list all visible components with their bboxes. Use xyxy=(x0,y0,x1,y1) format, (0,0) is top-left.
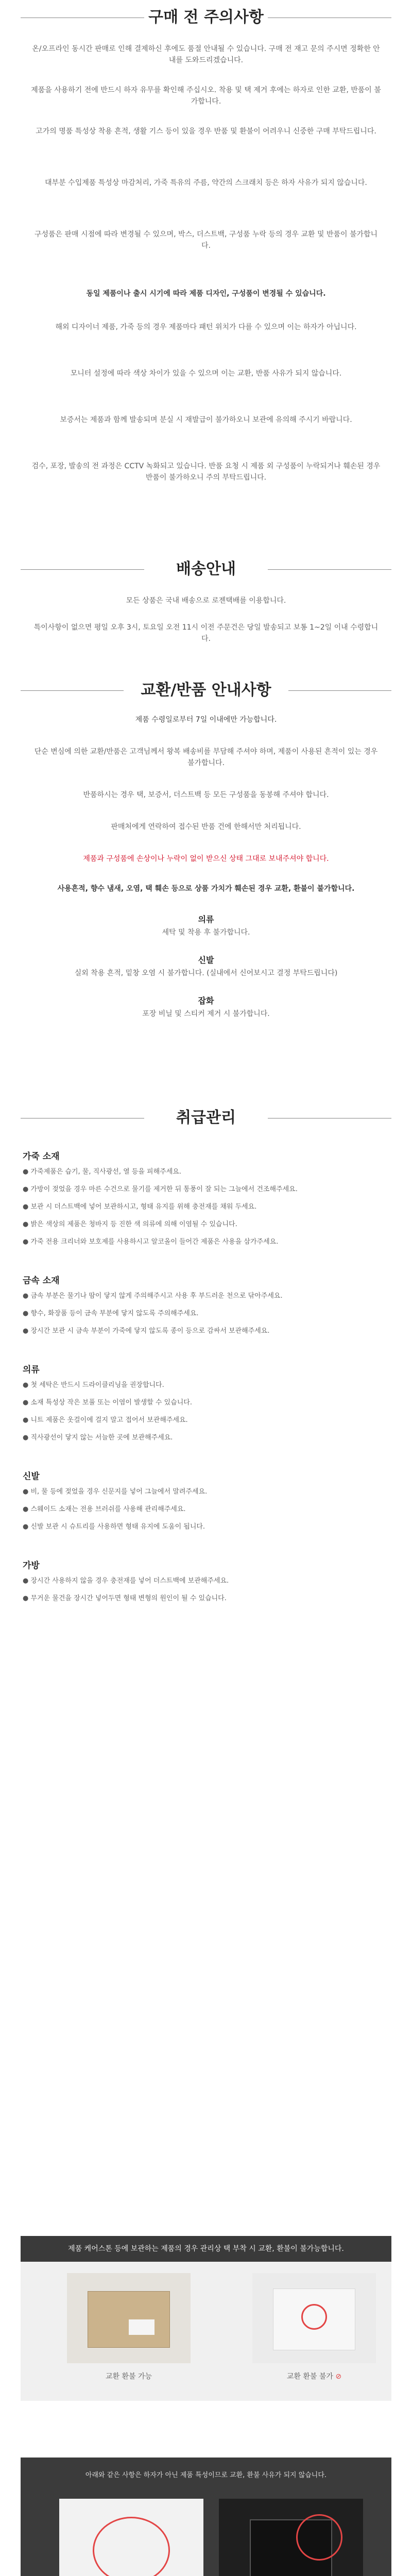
care-item: ● 밝은 색상의 제품은 청바지 등 진한 색 의류에 의해 이염될 수 있습니다. xyxy=(23,1221,237,1228)
exchange-title: 교환/반품 안내사항 xyxy=(0,680,412,701)
care-heading: 가죽 소재 xyxy=(23,1151,60,1162)
packaging-section xyxy=(0,2236,412,2401)
sub-heading: 의류 xyxy=(198,914,214,924)
divider xyxy=(21,569,144,570)
care-item: ● 가죽 전용 크리너와 보호제를 사용하시고 알코올이 들어간 제품은 사용을 삼가주세요. xyxy=(23,1238,279,1246)
defects-section xyxy=(0,2458,412,2576)
exchange-paragraph: 반품하시는 경우 택, 보증서, 더스트백 등 모든 구성품을 동봉해 주셔야 합니다. xyxy=(83,791,329,799)
box-ok-label: 교환 환불 가능 xyxy=(105,2372,152,2381)
care-item: ● 스웨이드 소재는 전용 브러쉬를 사용해 관리해주세요. xyxy=(23,1505,186,1513)
care-group-clothing xyxy=(0,1362,412,1443)
notice-paragraph: 온/오프라인 동시간 판매로 인해 결제하신 후에도 품절 안내될 수 있습니다. 구매 전 재고 문의 주시면 정확한 안내를 도와드리겠습니다. xyxy=(32,45,380,64)
defects-panel xyxy=(21,2458,391,2576)
care-item: ● 니트 제품은 옷걸이에 걸지 말고 접어서 보관해주세요. xyxy=(23,1416,188,1424)
care-item: ● 향수, 화장품 등이 금속 부분에 닿지 않도록 주의해주세요. xyxy=(23,1310,199,1317)
defects-banner: 아래와 같은 사항은 하자가 아닌 제품 특성이므로 교환, 환불 사유가 되지 않습니다. xyxy=(85,2471,327,2479)
highlight-circle xyxy=(301,2304,327,2330)
exchange-sub-clothing xyxy=(0,913,412,938)
shipping-title: 배송안내 xyxy=(0,559,412,580)
box-label-sticker xyxy=(129,2319,154,2335)
care-item: ● 비, 물 등에 젖었을 경우 신문지를 넣어 그늘에서 말려주세요. xyxy=(23,1488,208,1496)
purchase-notice-title: 구매 전 주의사항 xyxy=(0,7,412,28)
care-item: ● 금속 부분은 물기나 땀이 닿지 않게 주의해주시고 사용 후 부드러운 천으로 닦아주세요. xyxy=(23,1292,283,1300)
shipping-section xyxy=(0,559,412,662)
care-item: ● 장시간 보관 시 금속 부분이 가죽에 닿지 않도록 종이 등으로 감싸서 보관해주세요. xyxy=(23,1327,270,1335)
care-group-metal xyxy=(0,1273,412,1336)
sub-text: 실외 착용 흔적, 밑창 오염 시 불가합니다. (실내에서 신어보시고 결정 부탁드립니다) xyxy=(74,969,338,977)
notice-paragraph: 대부분 수입제품 특성상 마감처리, 가죽 특유의 주름, 약간의 스크래치 등은 하자 사유가 되지 않습니다. xyxy=(45,179,367,187)
defect-photo xyxy=(59,2499,203,2576)
care-group-bags xyxy=(0,1558,412,1604)
exchange-sub-goods xyxy=(0,994,412,1020)
notice-paragraph: 구성품은 판매 시점에 따라 변경될 수 있으며, 박스, 더스트백, 구성품 누락 등의 경우 교환 및 반품이 불가합니다. xyxy=(34,230,378,250)
care-group-shoes xyxy=(0,1469,412,1532)
notice-paragraph: 고가의 명품 특성상 착용 흔적, 생활 기스 등이 있을 경우 반품 및 환불이 어려우니 신중한 구매 부탁드립니다. xyxy=(36,127,376,135)
notice-paragraph-emphasis: 동일 제품이나 출시 시기에 따라 제품 디자인, 구성품이 변경될 수 있습니다. xyxy=(86,290,326,298)
notice-paragraph: 해외 디자이너 제품, 가죽 등의 경우 제품마다 패턴 위치가 다를 수 있으며 이는 하자가 아닙니다. xyxy=(55,323,357,331)
care-item: ● 신발 보관 시 슈트리를 사용하면 형태 유지에 도움이 됩니다. xyxy=(23,1523,205,1531)
shipping-line: 모든 상품은 국내 배송으로 로젠택배를 이용합니다. xyxy=(126,597,286,605)
sub-text: 세탁 및 착용 후 불가합니다. xyxy=(162,928,250,937)
exchange-paragraph: 단순 변심에 의한 교환/반품은 고객님께서 왕복 배송비를 부담해 주셔야 하며, 제품이 사용된 흔적이 있는 경우 불가합니다. xyxy=(34,748,378,767)
exchange-section xyxy=(0,680,412,1092)
box-no-photo xyxy=(252,2273,376,2363)
exchange-lead: 제품 수령일로부터 7일 이내에만 가능합니다. xyxy=(135,716,277,724)
care-heading: 신발 xyxy=(23,1471,40,1482)
box-no-label: 교환 환불 불가 ⊘ xyxy=(286,2372,342,2381)
sub-heading: 신발 xyxy=(198,955,214,965)
care-item: ● 가죽제품은 습기, 물, 직사광선, 열 등을 피해주세요. xyxy=(23,1168,181,1176)
care-item: ● 첫 세탁은 반드시 드라이클리닝을 권장합니다. xyxy=(23,1381,164,1389)
defect-photo xyxy=(219,2499,363,2576)
packaging-banner: 제품 케어스톤 등에 보관하는 제품의 경우 관리상 택 부착 시 교환, 환불이 불가능합니다. xyxy=(21,2236,391,2262)
packaging-panel xyxy=(21,2262,391,2401)
care-heading: 금속 소재 xyxy=(23,1276,60,1286)
care-item: ● 장시간 사용하지 않을 경우 충전재를 넣어 더스트백에 보관해주세요. xyxy=(23,1577,229,1585)
notice-paragraph: 보증서는 제품과 함께 발송되며 분실 시 재발급이 불가하오니 보관에 유의해 주시기 바랍니다. xyxy=(60,416,352,424)
exchange-sub-shoes xyxy=(0,954,412,979)
care-heading: 의류 xyxy=(23,1365,40,1375)
care-item: ● 무거운 물건을 장시간 넣어두면 형태 변형의 원인이 될 수 있습니다. xyxy=(23,1595,227,1602)
notice-paragraph: 검수, 포장, 발송의 전 과정은 CCTV 녹화되고 있습니다. 반품 요청 시 제품 외 구성품이 누락되거나 훼손된 경우 반품이 불가하오니 주의 부탁드립니다. xyxy=(31,462,381,482)
care-item: ● 소재 특성상 작은 보풀 또는 이염이 발생할 수 있습니다. xyxy=(23,1399,192,1406)
exchange-warning-red: 제품과 구성품에 손상이나 누락이 없이 받으신 상태 그대로 보내주셔야 합니다. xyxy=(83,855,329,863)
care-section xyxy=(0,1108,412,1973)
notice-paragraph: 제품을 사용하기 전에 반드시 하자 유무를 확인해 주십시오. 착용 및 택 제거 후에는 하자로 인한 교환, 반품이 불가합니다. xyxy=(31,86,381,106)
care-item: ● 가방이 젖었을 경우 마른 수건으로 물기를 제거한 뒤 통풍이 잘 되는 그늘에서 건조해주세요. xyxy=(23,1185,298,1193)
care-title: 취급관리 xyxy=(0,1108,412,1128)
shipping-line: 특이사항이 없으면 평일 오후 3시, 토요일 오전 11시 이전 주문건은 당일 발송되고 보통 1~2일 이내 수령합니다. xyxy=(33,623,379,643)
exchange-warning-bold: 사용흔적, 향수 냄새, 오염, 택 훼손 등으로 상품 가치가 훼손된 경우 교환, 환불이 불가합니다. xyxy=(57,885,355,893)
divider xyxy=(21,690,124,691)
care-group-leather xyxy=(0,1149,412,1247)
highlight-circle xyxy=(296,2514,342,2561)
notice-paragraph: 모니터 설정에 따라 색상 차이가 있을 수 있으며 이는 교환, 반품 사유가 되지 않습니다. xyxy=(70,369,342,378)
care-heading: 가방 xyxy=(23,1561,40,1571)
divider xyxy=(288,690,391,691)
highlight-circle xyxy=(93,2517,170,2576)
care-item: ● 보관 시 더스트백에 넣어 보관하시고, 형태 유지를 위해 충전재를 채워 두세요. xyxy=(23,1203,257,1211)
sub-heading: 잡화 xyxy=(198,996,214,1006)
purchase-notice-section xyxy=(0,7,412,589)
sub-text: 포장 비닐 및 스티커 제거 시 불가합니다. xyxy=(142,1010,270,1018)
care-item: ● 직사광선이 닿지 않는 서늘한 곳에 보관해주세요. xyxy=(23,1434,173,1442)
divider xyxy=(268,569,391,570)
box-ok-photo xyxy=(67,2273,191,2363)
exchange-paragraph: 판매처에게 연락하여 접수된 반품 건에 한해서만 처리됩니다. xyxy=(111,823,301,831)
